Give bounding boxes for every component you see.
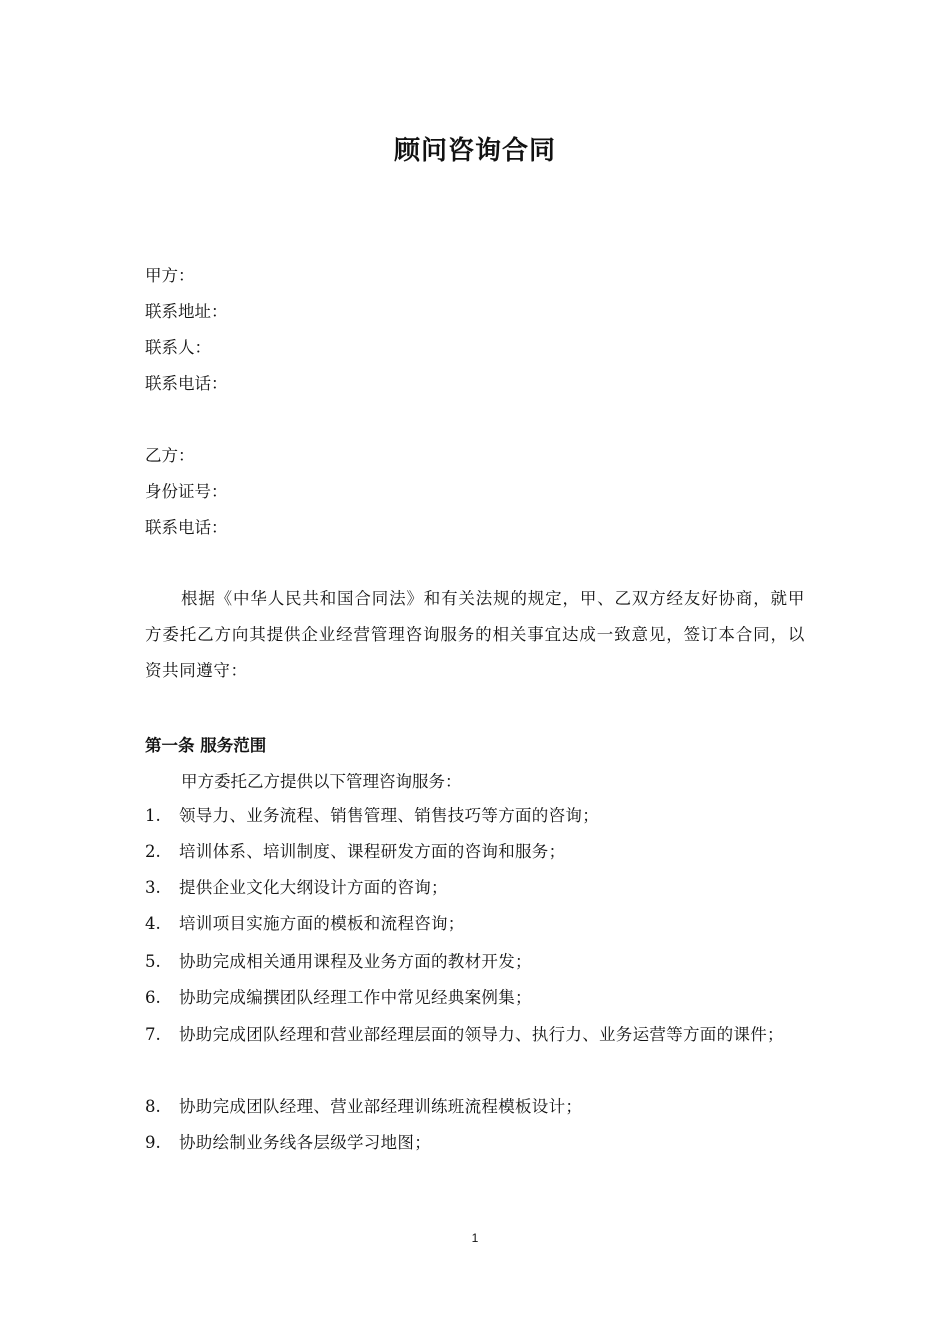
list-item [145,870,805,906]
list-item-number: 1. [145,806,161,825]
list-item [145,980,805,1016]
list-item-number: 6. [145,988,161,1007]
list-item-text: 协助完成团队经理、营业部经理训练班流程模板设计； [179,1097,583,1116]
list-item [145,1017,805,1053]
list-item-text: 协助完成相关通用课程及业务方面的教材开发； [179,952,532,971]
list-item [145,906,805,942]
list-item-number: 3. [145,878,161,897]
list-item-text: 协助完成团队经理和营业部经理层面的领导力、执行力、业务运营等方面的课件； [179,1025,784,1044]
list-item-number: 2. [145,842,161,861]
list-item-text: 培训体系、培训制度、课程研发方面的咨询和服务； [179,842,566,861]
list-item-number: 9. [145,1133,161,1152]
contract-title: 顾问咨询合同 [393,136,556,166]
list-item [145,834,805,870]
list-item-text: 培训项目实施方面的模板和流程咨询； [179,914,465,933]
list-item-text: 协助完成编撰团队经理工作中常见经典案例集； [179,988,532,1007]
page-number: 1 [471,1231,479,1245]
party-a-address-label: 联系地址： [145,302,228,321]
list-item [145,944,805,980]
list-item-text: 提供企业文化大纲设计方面的咨询； [179,878,448,897]
party-a-label: 甲方： [145,266,195,285]
party-b-id-label: 身份证号： [145,482,228,501]
list-item-number: 5. [145,952,161,971]
list-item [145,798,805,834]
article-1-heading: 第一条 服务范围 [145,736,267,755]
list-item [145,1089,805,1125]
party-a-contact-label: 联系人： [145,338,211,357]
party-a-phone-label: 联系电话： [145,374,228,393]
list-item-number: 8. [145,1097,161,1116]
party-b-label: 乙方： [145,446,195,465]
list-item [145,1125,805,1161]
list-item-number: 7. [145,1025,161,1044]
list-item-number: 4. [145,914,161,933]
party-b-phone-label: 联系电话： [145,518,228,537]
preamble-paragraph: 根据《中华人民共和国合同法》和有关法规的规定，甲、乙双方经友好协商，就甲方委托乙方向其提供企业经营管理咨询服务的相关事宜达成一致意见，签订本合同，以资共同遵守： [145,589,805,680]
list-item-text: 领导力、业务流程、销售管理、销售技巧等方面的咨询； [179,806,599,825]
list-item-text: 协助绘制业务线各层级学习地图； [179,1133,431,1152]
article-1-intro: 甲方委托乙方提供以下管理咨询服务： [181,772,462,791]
